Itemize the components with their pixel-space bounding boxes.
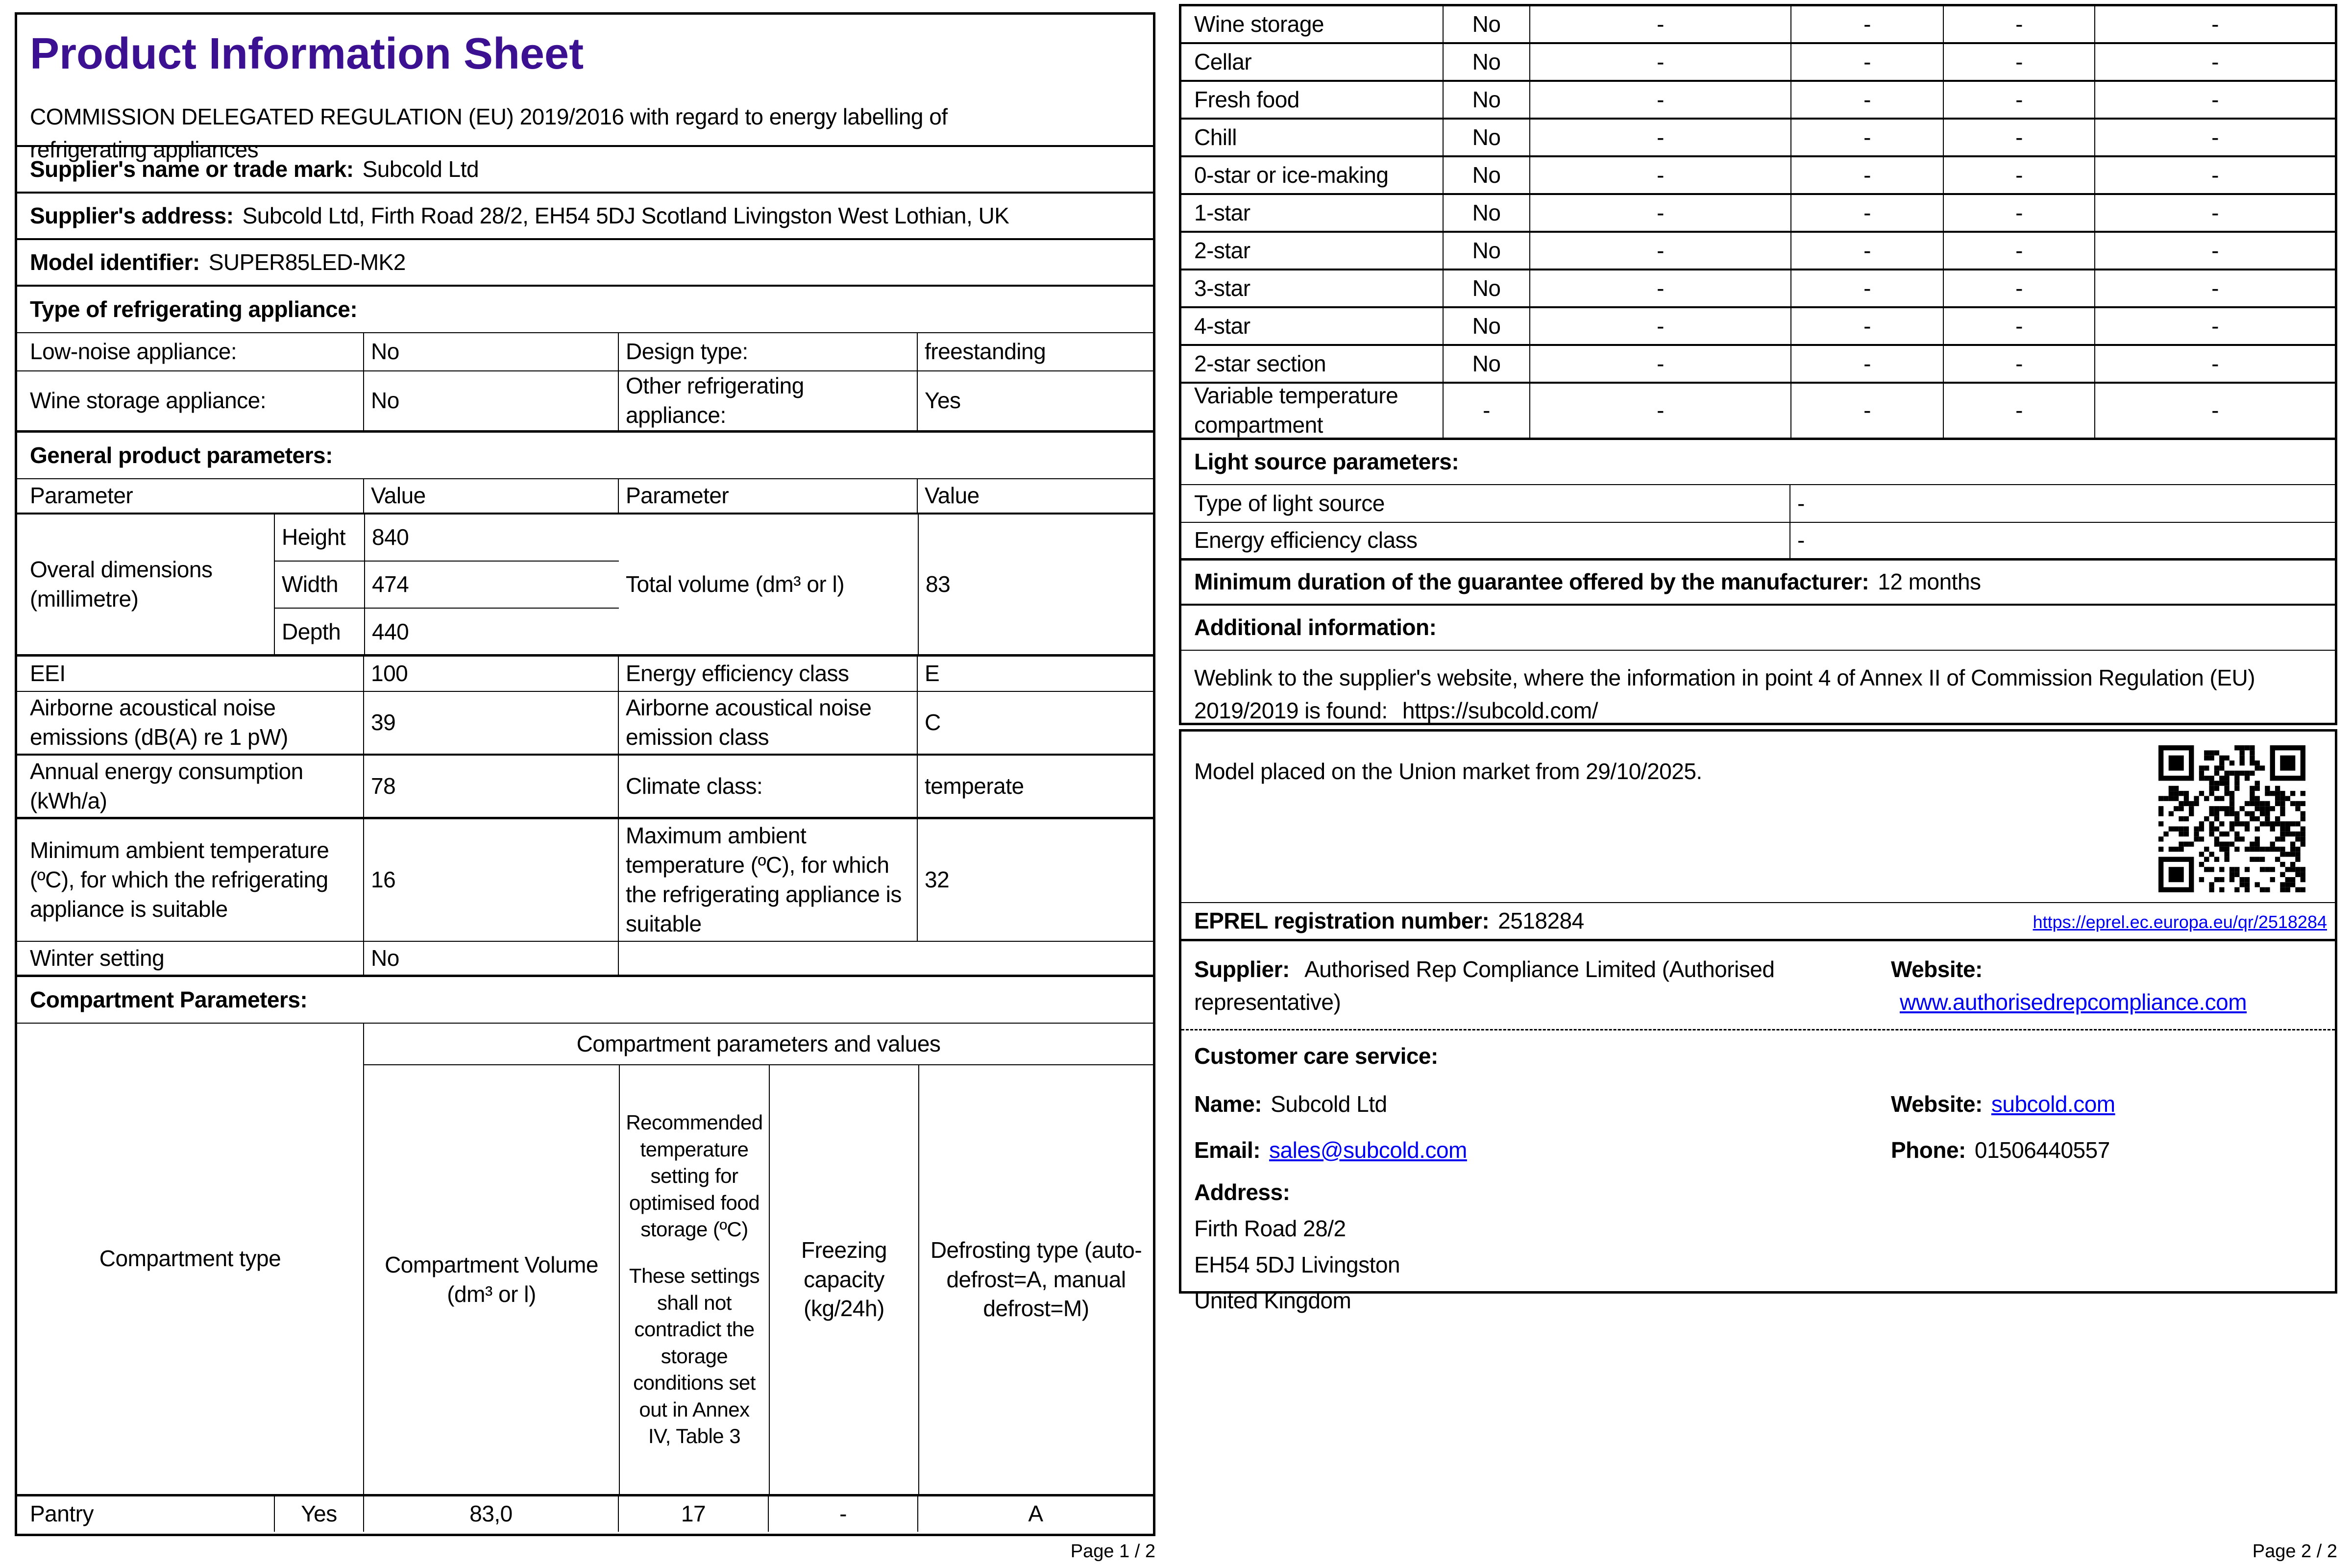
- compartment-volume: -: [1529, 384, 1790, 438]
- pantry-type: Pantry: [30, 1501, 94, 1526]
- compartment-temp: -: [1790, 6, 1943, 42]
- width-label: Width: [282, 571, 339, 597]
- compartment-present: No: [1443, 308, 1529, 344]
- compartment-type-label: Chill: [1194, 124, 1237, 150]
- depth-value: 440: [364, 609, 619, 656]
- page-1-footer: Page 1 / 2: [1070, 1541, 1155, 1562]
- parameter-header-row: [17, 479, 1153, 514]
- compartment-freezing: -: [1943, 120, 2094, 155]
- freezing-capacity-header: Freezing capacity (kg/24h): [769, 1065, 918, 1494]
- compartment-type-label: 2-star section: [1194, 350, 1326, 376]
- annual-energy-row: [17, 756, 1153, 819]
- model-identifier-label: Model identifier:: [30, 249, 200, 275]
- guarantee-value: 12 months: [1878, 569, 1981, 595]
- min-ambient-value: 16: [363, 819, 618, 941]
- light-source-class-row: [1181, 523, 2335, 561]
- compartment-temp: -: [1790, 346, 1943, 382]
- compartment-type-label: 4-star: [1194, 313, 1250, 339]
- supplier-website-label: Website:: [1891, 956, 1983, 982]
- compartment-defrost: -: [2094, 346, 2335, 382]
- compartment-temp: -: [1790, 195, 1943, 231]
- supplier-website-link[interactable]: www.authorisedrepcompliance.com: [1900, 989, 2247, 1015]
- customer-care-heading: Customer care service:: [1194, 1043, 1438, 1069]
- eei-value: 100: [363, 657, 618, 691]
- noise-row: [17, 692, 1153, 756]
- compartment-freezing: -: [1943, 308, 2094, 344]
- supplier-name-label: Supplier's name or trade mark:: [30, 156, 354, 182]
- temperature-setting-header-2: These settings shall not contradict the storage conditions set out in Annex IV, Table 3: [629, 1264, 760, 1448]
- compartment-present: -: [1443, 384, 1529, 438]
- compartment-defrost: -: [2094, 384, 2335, 438]
- low-noise-value: No: [363, 333, 618, 370]
- pantry-freezing: -: [768, 1496, 917, 1532]
- compartment-row-wine-storage: [1181, 6, 2335, 44]
- eprel-qr-link[interactable]: https://eprel.ec.europa.eu/qr/2518284: [2033, 912, 2327, 932]
- wine-storage-appliance-value: No: [363, 371, 618, 430]
- dimensions-row: [17, 514, 1153, 657]
- compartment-freezing: -: [1943, 6, 2094, 42]
- compartment-type-header: Compartment type: [99, 1246, 281, 1272]
- compartment-volume-header: Compartment Volume (dm³ or l): [385, 1251, 598, 1307]
- compartment-present: No: [1443, 233, 1529, 269]
- care-website-cell: [1891, 1082, 2335, 1127]
- care-website-link[interactable]: subcold.com: [1991, 1091, 2115, 1117]
- page-title: Product Information Sheet: [30, 29, 584, 78]
- parameter-header-1: Parameter: [30, 483, 133, 509]
- address-line-3: United Kingdom: [1194, 1288, 1351, 1314]
- weblink-row: [1181, 651, 2335, 730]
- care-email-row: [1181, 1127, 2335, 1174]
- compartment-present: No: [1443, 82, 1529, 118]
- care-name-label: Name:: [1194, 1091, 1262, 1117]
- low-noise-label: Low-noise appliance:: [30, 339, 237, 365]
- regulation-subtitle: COMMISSION DELEGATED REGULATION (EU) 2019/2016 with regard to energy labelling of refrigerating appliances: [30, 104, 948, 162]
- compartment-present: No: [1443, 346, 1529, 382]
- care-name-cell: [1181, 1082, 1891, 1127]
- compartment-volume: -: [1529, 270, 1790, 306]
- page-2-footer: Page 2 / 2: [2252, 1541, 2337, 1562]
- compartment-row-3-star: [1181, 270, 2335, 308]
- noise-class-value: C: [917, 692, 1153, 754]
- wine-storage-appliance-label: Wine storage appliance:: [30, 388, 267, 414]
- compartment-row-2-star: [1181, 233, 2335, 270]
- compartment-present: No: [1443, 157, 1529, 193]
- compartment-present: No: [1443, 44, 1529, 80]
- parameter-header-2: Parameter: [618, 479, 917, 513]
- compartment-type-label: 0-star or ice-making: [1194, 162, 1389, 188]
- model-identifier-value: SUPER85LED-MK2: [208, 249, 406, 275]
- defrosting-type-header: Defrosting type (auto-defrost=A, manual defrost=M): [918, 1065, 1153, 1494]
- care-email-cell: [1181, 1127, 1891, 1174]
- page-2-supplier-box: [1179, 729, 2337, 1314]
- wine-storage-appliance-row: [17, 371, 1153, 433]
- compartment-freezing: -: [1943, 233, 2094, 269]
- compartment-present: No: [1443, 195, 1529, 231]
- compartment-defrost: -: [2094, 82, 2335, 118]
- supplier-address-cell: [17, 194, 1019, 238]
- compartment-freezing: -: [1943, 270, 2094, 306]
- compartment-row-4-star: [1181, 308, 2335, 346]
- supplier-address-value: Subcold Ltd, Firth Road 28/2, EH54 5DJ Scotland Livingston West Lothian, UK: [242, 202, 1009, 228]
- dimensions-label: Overal dimensions (millimetre): [30, 556, 213, 612]
- compartment-temp: -: [1790, 157, 1943, 193]
- page-2-table: [1179, 4, 2337, 725]
- light-source-type-label: Type of light source: [1194, 490, 1385, 516]
- care-name-value: Subcold Ltd: [1271, 1091, 1387, 1117]
- compartment-type-label: Wine storage: [1194, 11, 1324, 37]
- width-row: [275, 562, 619, 609]
- min-ambient-label: Minimum ambient temperature (ºC), for which the refrigerating appliance is suitable: [30, 837, 329, 922]
- care-name-row: [1181, 1082, 2335, 1127]
- supplier-weblink[interactable]: https://subcold.com/: [1402, 697, 1598, 723]
- compartment-defrost: -: [2094, 270, 2335, 306]
- ambient-temperature-row: [17, 819, 1153, 942]
- compartment-temp: -: [1790, 44, 1943, 80]
- care-email-link[interactable]: sales@subcold.com: [1269, 1137, 1467, 1163]
- supplier-address-label: Supplier's address:: [30, 202, 234, 228]
- eprel-label: EPREL registration number:: [1194, 907, 1490, 933]
- compartment-row-variable-temp: [1181, 384, 2335, 440]
- total-volume-value: 83: [918, 514, 1153, 654]
- compartment-defrost: -: [2094, 233, 2335, 269]
- supplier-label: Supplier:: [1194, 956, 1290, 982]
- guarantee-label: Minimum duration of the guarantee offered by the manufacturer:: [1194, 569, 1869, 595]
- compartment-temp: -: [1790, 270, 1943, 306]
- eei-row: [17, 657, 1153, 692]
- supplier-website-cell: [1891, 941, 2335, 1029]
- depth-row: [275, 609, 619, 656]
- care-website-label: Website:: [1891, 1091, 1983, 1117]
- compartment-present: No: [1443, 6, 1529, 42]
- compartment-type-label: 2-star: [1194, 237, 1250, 263]
- compartment-defrost: -: [2094, 6, 2335, 42]
- compartment-freezing: -: [1943, 346, 2094, 382]
- supplier-row: [1181, 941, 2335, 1029]
- market-row: [1181, 732, 2335, 903]
- climate-class-value: temperate: [917, 756, 1153, 817]
- care-email-label: Email:: [1194, 1137, 1261, 1163]
- height-value: 840: [364, 514, 619, 561]
- market-placed-text: Model placed on the Union market from 29/10/2025.: [1194, 759, 1702, 784]
- compartment-table-header: [17, 1024, 1153, 1496]
- compartment-defrost: -: [2094, 120, 2335, 155]
- annual-energy-label: Annual energy consumption (kWh/a): [30, 758, 303, 813]
- value-header-1: Value: [363, 479, 618, 513]
- compartment-volume: -: [1529, 308, 1790, 344]
- compartment-type-label: Cellar: [1194, 49, 1252, 74]
- supplier-cell: [1181, 941, 1891, 1029]
- compartment-temp: -: [1790, 120, 1943, 155]
- compartment-freezing: -: [1943, 44, 2094, 80]
- care-phone-label: Phone:: [1891, 1137, 1966, 1163]
- design-type-label: Design type:: [618, 333, 917, 370]
- compartment-row-fresh-food: [1181, 82, 2335, 120]
- type-of-appliance-heading: Type of refrigerating appliance:: [17, 287, 1153, 333]
- design-type-value: freestanding: [917, 333, 1153, 370]
- light-source-class-value: -: [1789, 523, 2335, 558]
- width-value: 474: [364, 562, 619, 608]
- compartment-temp: -: [1790, 384, 1943, 438]
- temperature-setting-header-1: Recommended temperature setting for optimised food storage (ºC): [626, 1110, 763, 1241]
- qr-code-container: [2158, 732, 2335, 902]
- noise-class-label: Airborne acoustical noise emission class: [618, 692, 917, 754]
- address-line-2: EH54 5DJ Livingston: [1194, 1251, 1400, 1277]
- climate-class-label: Climate class:: [618, 756, 917, 817]
- pantry-defrost: A: [917, 1496, 1153, 1532]
- general-parameters-heading: General product parameters:: [17, 433, 1153, 479]
- compartment-freezing: -: [1943, 82, 2094, 118]
- guarantee-row: [1181, 561, 2335, 606]
- weblink-text: Weblink to the supplier's website, where the information in point 4 of Annex II of Commission Regulation (EU) 2019/2019 is found:: [1194, 665, 2255, 723]
- additional-information-heading: Additional information:: [1181, 606, 2335, 651]
- compartment-defrost: -: [2094, 157, 2335, 193]
- compartment-row-cellar: [1181, 44, 2335, 82]
- address-label: Address:: [1194, 1179, 1290, 1205]
- supplier-name-cell: [17, 147, 489, 192]
- compartment-volume: -: [1529, 157, 1790, 193]
- total-volume-label: Total volume (dm³ or l): [626, 571, 845, 597]
- winter-setting-label: Winter setting: [30, 945, 165, 971]
- compartment-defrost: -: [2094, 195, 2335, 231]
- compartment-freezing: -: [1943, 384, 2094, 438]
- compartment-values-header-group: [363, 1024, 1153, 1494]
- energy-class-value: E: [917, 657, 1153, 691]
- compartment-volume: -: [1529, 6, 1790, 42]
- guarantee-cell: [1181, 561, 1991, 604]
- other-appliance-value: Yes: [917, 371, 1153, 430]
- address-block: [1181, 1174, 2335, 1316]
- address-line-1: Firth Road 28/2: [1194, 1215, 1346, 1241]
- light-source-class-label: Energy efficiency class: [1194, 527, 1418, 553]
- dimensions-subtable: [274, 514, 619, 654]
- other-appliance-label: Other refrigerating appliance:: [618, 371, 917, 430]
- compartment-defrost: -: [2094, 308, 2335, 344]
- eprel-value: 2518284: [1498, 907, 1584, 933]
- page-1: [15, 12, 1155, 1536]
- supplier-address-row: [17, 194, 1153, 240]
- model-identifier-row: [17, 240, 1153, 287]
- eprel-row: [1181, 903, 2335, 941]
- weblink-cell: [1181, 651, 2335, 730]
- care-phone-value: 01506440557: [1974, 1137, 2110, 1163]
- compartment-volume: -: [1529, 44, 1790, 80]
- winter-setting-empty-cell: [618, 942, 1153, 975]
- compartment-parameters-heading: Compartment Parameters:: [17, 977, 1153, 1024]
- compartment-defrost: -: [2094, 44, 2335, 80]
- light-source-type-row: [1181, 485, 2335, 523]
- compartment-subheaders: [364, 1065, 1153, 1494]
- max-ambient-value: 32: [917, 819, 1153, 941]
- eei-label: EEI: [30, 661, 66, 686]
- compartment-temp: -: [1790, 233, 1943, 269]
- max-ambient-label: Maximum ambient temperature (ºC), for which the refrigerating appliance is suitable: [618, 819, 917, 941]
- compartment-type-label: 3-star: [1194, 275, 1250, 301]
- compartment-row-1-star: [1181, 195, 2335, 233]
- care-phone-cell: [1891, 1127, 2335, 1174]
- compartment-row-2-star-section: [1181, 346, 2335, 384]
- compartment-freezing: -: [1943, 195, 2094, 231]
- title-block: [17, 15, 1153, 162]
- light-source-heading: Light source parameters:: [1181, 440, 2335, 485]
- noise-label: Airborne acoustical noise emissions (dB(A) re 1 pW): [30, 695, 288, 750]
- pantry-volume: 83,0: [363, 1496, 618, 1532]
- pantry-row: [17, 1496, 1153, 1532]
- compartment-group-header: Compartment parameters and values: [364, 1024, 1153, 1065]
- supplier-value: Authorised Rep Compliance Limited (Authorised representative): [1194, 956, 1775, 1015]
- annual-energy-value: 78: [363, 756, 618, 817]
- supplier-name-value: Subcold Ltd: [362, 156, 479, 182]
- energy-class-label: Energy efficiency class: [618, 657, 917, 691]
- temperature-setting-header: [619, 1065, 769, 1494]
- compartment-type-label: Variable temperature compartment: [1194, 384, 1398, 438]
- compartment-row-chill: [1181, 120, 2335, 157]
- compartment-temp: -: [1790, 82, 1943, 118]
- compartment-volume: -: [1529, 120, 1790, 155]
- compartment-freezing: -: [1943, 157, 2094, 193]
- height-label: Height: [282, 524, 345, 550]
- compartment-row-0-star: [1181, 157, 2335, 195]
- height-row: [275, 514, 619, 562]
- compartment-present: No: [1443, 120, 1529, 155]
- qr-code: [2158, 745, 2305, 892]
- compartment-volume: -: [1529, 82, 1790, 118]
- noise-value: 39: [363, 692, 618, 754]
- winter-setting-value: No: [363, 942, 618, 975]
- winter-setting-row: [17, 942, 1153, 977]
- compartment-present: No: [1443, 270, 1529, 306]
- compartment-volume: -: [1529, 233, 1790, 269]
- pantry-present: Yes: [274, 1496, 363, 1532]
- low-noise-row: [17, 333, 1153, 371]
- light-source-type-value: -: [1789, 485, 2335, 522]
- compartment-type-label: Fresh food: [1194, 86, 1299, 112]
- depth-label: Depth: [282, 619, 341, 645]
- compartment-volume: -: [1529, 195, 1790, 231]
- value-header-2: Value: [917, 479, 1153, 513]
- compartment-temp: -: [1790, 308, 1943, 344]
- model-identifier-cell: [17, 240, 416, 285]
- pantry-temperature: 17: [618, 1496, 768, 1532]
- compartment-type-label: 1-star: [1194, 199, 1250, 225]
- compartment-volume: -: [1529, 346, 1790, 382]
